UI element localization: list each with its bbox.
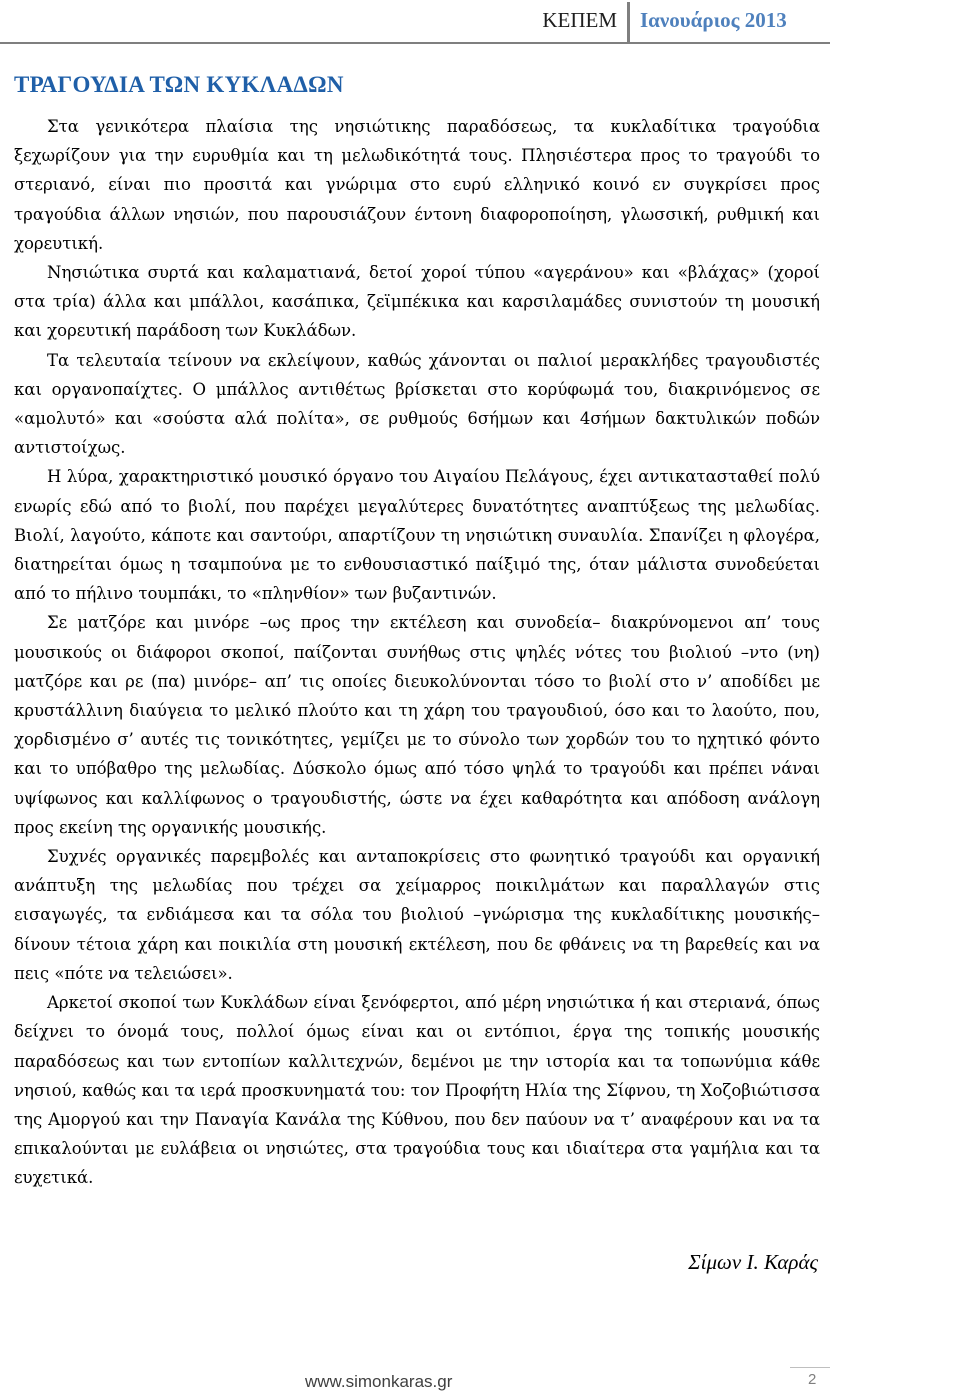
page-number: 2 — [808, 1371, 817, 1388]
page-title: ΤΡΑΓΟΥΔΙΑ ΤΩΝ ΚΥΚΛΑΔΩΝ — [14, 72, 344, 97]
paragraph-7: Αρκετοί σκοποί των Κυκλάδων είναι ξενόφερτοι, από μέρη νησιώτικα ή και στεριανά, όπως δείχνει το όνομά τους, πολλοί όμως είναι και οι εντόπιοι, έργα της τοπικής μουσικής παραδόσεως και των εντοπίων καλλιτεχνών, δεμένοι με την ιστορία και τα τοπωνύμια κάθε νησιού, καθώς και τα ιερά προσκυνηματά του: τον Προφήτη Ηλία της Σίφνου, τη Χοζοβιώτισσα της Αμοργού και την Παναγία Κανάλα της Κύθνου, που δεν παύουν να τ’ αναφέρουν και να τα επικαλούνται με ευλάβεια οι νησιώτες, στα τραγούδια τους και ιδιαίτερα στα γαμήλια και τα ευχετικά. — [14, 993, 820, 1188]
article-body — [14, 112, 820, 1193]
page-header — [0, 0, 960, 46]
header-rule — [0, 42, 830, 44]
paragraph-5: Σε ματζόρε και μινόρε –ως προς την εκτέλεση και συνοδεία– διακρύνομενοι απ’ τους μουσικούς οι διάφοροι σκοποί, παίζονται συνήθως στις ψηλές νότες του βιολιού –ντο (νη) ματζόρε και ρε (πα) μινόρε– απ’ τις οποίες διευκολύνονται τόσο το βιολί στο ν’ αποδίδει με κρυστάλλινη διαύγεια το μελικό πλούτο και τη χάρη του τραγουδιού, όσο και το λαούτο, που, χορδισμένο σ’ αυτές τις τονικότητες, γεμίζει με το σύνολο των χορδών του το ηχητικό φόντο και το υπόβαθρο της μελωδίας. Δύσκολο όμως από τόσο ψηλά το τραγούδι και πρέπει νάναι υψίφωνος και καλλίφωνος ο τραγουδιστής, ώστε να έχει καθαρότητα και απόδοση ανάλογη προς εκείνη της οργανικής μουσικής. — [14, 613, 820, 837]
header-separator — [627, 2, 630, 42]
paragraph-1: Στα γενικότερα πλαίσια της νησιώτικης παραδόσεως, τα κυκλαδίτικα τραγούδια ξεχωρίζουν για την ευρυθμία και τη μελωδικότητά τους. Πλησιέστερα προς το τραγούδι το στεριανό, είναι πιο προσιτά και γνώριμα στο ευρύ ελληνικό κοινό εν συγκρίσει προς τραγούδια άλλων νησιών, που παρουσιάζουν έντονη διαφοροποίηση, γλωσσική, ρυθμική και χορευτική. — [14, 117, 820, 253]
footer-rule — [790, 1367, 830, 1368]
header-date: Ιανουάριος 2013 — [640, 8, 787, 32]
paragraph-3: Τα τελευταία τείνουν να εκλείψουν, καθώς χάνονται οι παλιοί μερακλήδες τραγουδιστές και οργανοπαίχτες. Ο μπάλλος αντιθέτως βρίσκεται στο κορύφωμά του, διακρινόμενος σε «αμολυτό» και «σούστα αλά πολίτα», σε ρυθμούς 6σήμων και 4σήμων δακτυλικών ποδών αντιστοίχως. — [14, 350, 820, 458]
paragraph-4: Η λύρα, χαρακτηριστικό μουσικό όργανο του Αιγαίου Πελάγους, έχει αντικατασταθεί πολύ ενωρίς εδώ από το βιολί, που παρέχει μεγαλύτερες δυνατότητες αναπτύξεως της μελωδίας. Βιολί, λαγούτο, κάποτε και σαντούρι, απαρτίζουν τη νησιώτικη συναυλία. Σπανίζει η φλογέρα, διατηρείται όμως η τσαμπούνα με το ενθουσιαστικό παίξιμό της, όταν μάλιστα συνοδεύεται από το πήλινο τουμπάκι, το «πληνθίον» των βυζαντινών. — [14, 467, 820, 604]
paragraph-2: Νησιώτικα συρτά και καλαματιανά, δετοί χοροί τύπου «αγεράνου» και «βλάχας» (χοροί στα τρία) άλλα και μπάλλοι, κασάπικα, ζεϊμπέκικα και καρσιλαμάδες συνιστούν τη μουσική και χορευτική παράδοση των Κυκλάδων. — [14, 263, 820, 341]
paragraph-6: Συχνές οργανικές παρεμβολές και ανταποκρίσεις στο φωνητικό τραγούδι και οργανική ανάπτυξη της μελωδίας που τρέχει σα χείμαρρος ποικιλμάτων και παραλλαγών στις εισαγωγές, τα ενδιάμεσα και τα σόλα του βιολιού –γνώρισμα της κυκλαδίτικης μουσικής– δίνουν τέτοια χάρη και ποικιλία στη μουσική εκτέλεση, που δε φθάνεις να τη βαρεθείς και να πεις «πότε να τελειώσει». — [14, 847, 820, 983]
header-organization: ΚΕΠΕΜ — [542, 8, 617, 32]
footer-website-link[interactable]: www.simonkaras.gr — [305, 1372, 453, 1391]
author-signature: Σίμων Ι. Καράς — [688, 1250, 818, 1274]
